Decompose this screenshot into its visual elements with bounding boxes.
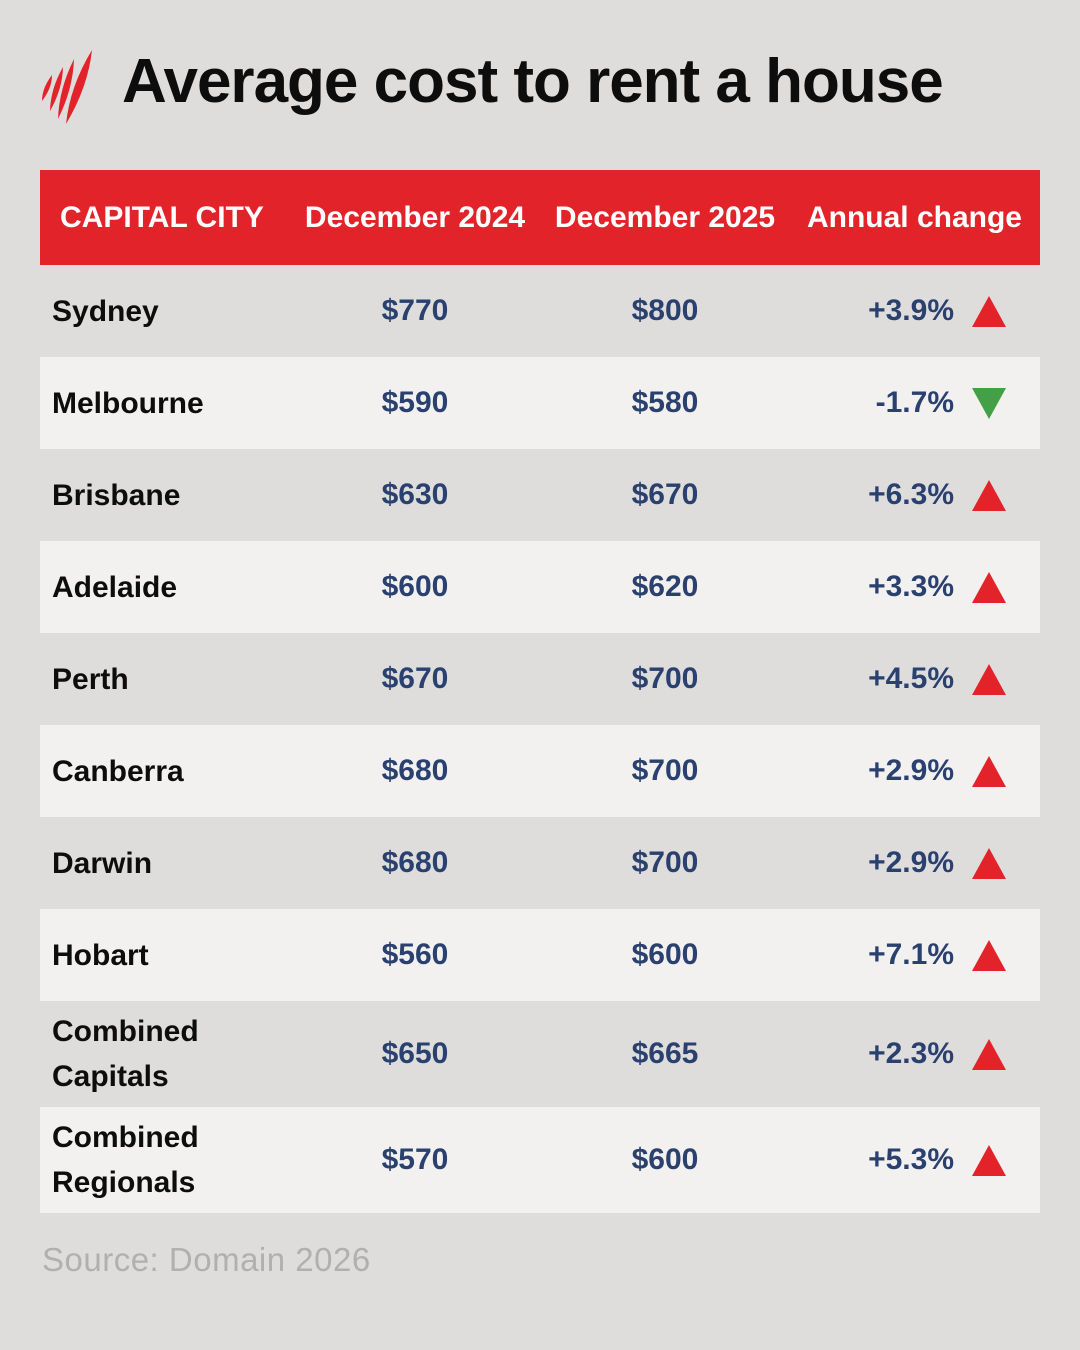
- change-direction-icon: [972, 1145, 1006, 1176]
- dec-2024-value: $600: [381, 570, 449, 603]
- table-row-brisbane: [40, 449, 1040, 541]
- annual-change-value: -1.7%: [875, 386, 954, 419]
- dec-2024-value: $680: [381, 754, 449, 787]
- annual-change-cell: [800, 1143, 1040, 1177]
- annual-change-value: +4.5%: [868, 662, 954, 695]
- annual-change-cell: [800, 386, 1040, 420]
- annual-change-value: +6.3%: [868, 478, 954, 511]
- change-direction-icon: [972, 940, 1006, 971]
- table-row-melbourne: [40, 357, 1040, 449]
- rent-table: [40, 170, 1040, 1213]
- dec-2025-value: $580: [631, 386, 699, 419]
- city-label: Combined Regionals: [52, 1121, 199, 1199]
- table-row-darwin: [40, 817, 1040, 909]
- annual-change-cell: [800, 570, 1040, 604]
- table-row-combined-regionals: [40, 1107, 1040, 1213]
- change-direction-icon: [972, 848, 1006, 879]
- change-direction-icon: [972, 388, 1006, 419]
- column-header-annual-change: Annual change: [806, 200, 1022, 234]
- dec-2025-value: $600: [631, 938, 699, 971]
- source-attribution: Source: Domain 2026: [42, 1241, 371, 1278]
- dec-2024-value: $770: [381, 294, 449, 327]
- dec-2024-value: $630: [381, 478, 449, 511]
- dec-2025-value: $700: [631, 754, 699, 787]
- dec-2025-value: $620: [631, 570, 699, 603]
- dec-2024-value: $570: [381, 1143, 449, 1176]
- city-label: Darwin: [52, 846, 153, 880]
- table-header-row: [40, 170, 1040, 265]
- dec-2025-value: $600: [631, 1143, 699, 1176]
- annual-change-cell: [800, 294, 1040, 328]
- annual-change-cell: [800, 846, 1040, 880]
- table-row-combined-capitals: [40, 1001, 1040, 1107]
- annual-change-value: +2.3%: [868, 1037, 954, 1070]
- annual-change-cell: [800, 938, 1040, 972]
- annual-change-cell: [800, 1037, 1040, 1071]
- city-label: Combined Capitals: [52, 1015, 199, 1093]
- table-row-canberra: [40, 725, 1040, 817]
- dec-2024-value: $680: [381, 846, 449, 879]
- dec-2024-value: $650: [381, 1037, 449, 1070]
- column-header-capital-city: CAPITAL CITY: [60, 200, 264, 234]
- change-direction-icon: [972, 296, 1006, 327]
- dec-2025-value: $670: [631, 478, 699, 511]
- city-label: Perth: [52, 662, 129, 696]
- page-title: Average cost to rent a house: [122, 47, 943, 116]
- dec-2025-value: $665: [631, 1037, 699, 1070]
- annual-change-value: +2.9%: [868, 846, 954, 879]
- city-label: Hobart: [52, 938, 149, 972]
- table-row-hobart: [40, 909, 1040, 1001]
- annual-change-value: +3.9%: [868, 294, 954, 327]
- table-row-sydney: [40, 265, 1040, 357]
- annual-change-cell: [800, 754, 1040, 788]
- dec-2025-value: $800: [631, 294, 699, 327]
- dec-2024-value: $590: [381, 386, 449, 419]
- change-direction-icon: [972, 572, 1006, 603]
- change-direction-icon: [972, 756, 1006, 787]
- dec-2025-value: $700: [631, 662, 699, 695]
- column-header-december-2024: December 2024: [304, 200, 526, 234]
- change-direction-icon: [972, 664, 1006, 695]
- city-label: Sydney: [52, 294, 159, 328]
- change-direction-icon: [972, 1039, 1006, 1070]
- city-label: Brisbane: [52, 478, 181, 512]
- city-label: Adelaide: [52, 570, 178, 604]
- annual-change-cell: [800, 478, 1040, 512]
- table-row-adelaide: [40, 541, 1040, 633]
- page-header: [0, 0, 1080, 170]
- change-direction-icon: [972, 480, 1006, 511]
- annual-change-cell: [800, 662, 1040, 696]
- annual-change-value: +5.3%: [868, 1143, 954, 1176]
- city-label: Canberra: [52, 754, 184, 788]
- annual-change-value: +2.9%: [868, 754, 954, 787]
- city-label: Melbourne: [52, 386, 204, 420]
- sbs-logo-icon: [36, 48, 100, 126]
- table-row-perth: [40, 633, 1040, 725]
- dec-2024-value: $670: [381, 662, 449, 695]
- column-header-december-2025: December 2025: [554, 200, 776, 234]
- annual-change-value: +3.3%: [868, 570, 954, 603]
- annual-change-value: +7.1%: [868, 938, 954, 971]
- dec-2024-value: $560: [381, 938, 449, 971]
- dec-2025-value: $700: [631, 846, 699, 879]
